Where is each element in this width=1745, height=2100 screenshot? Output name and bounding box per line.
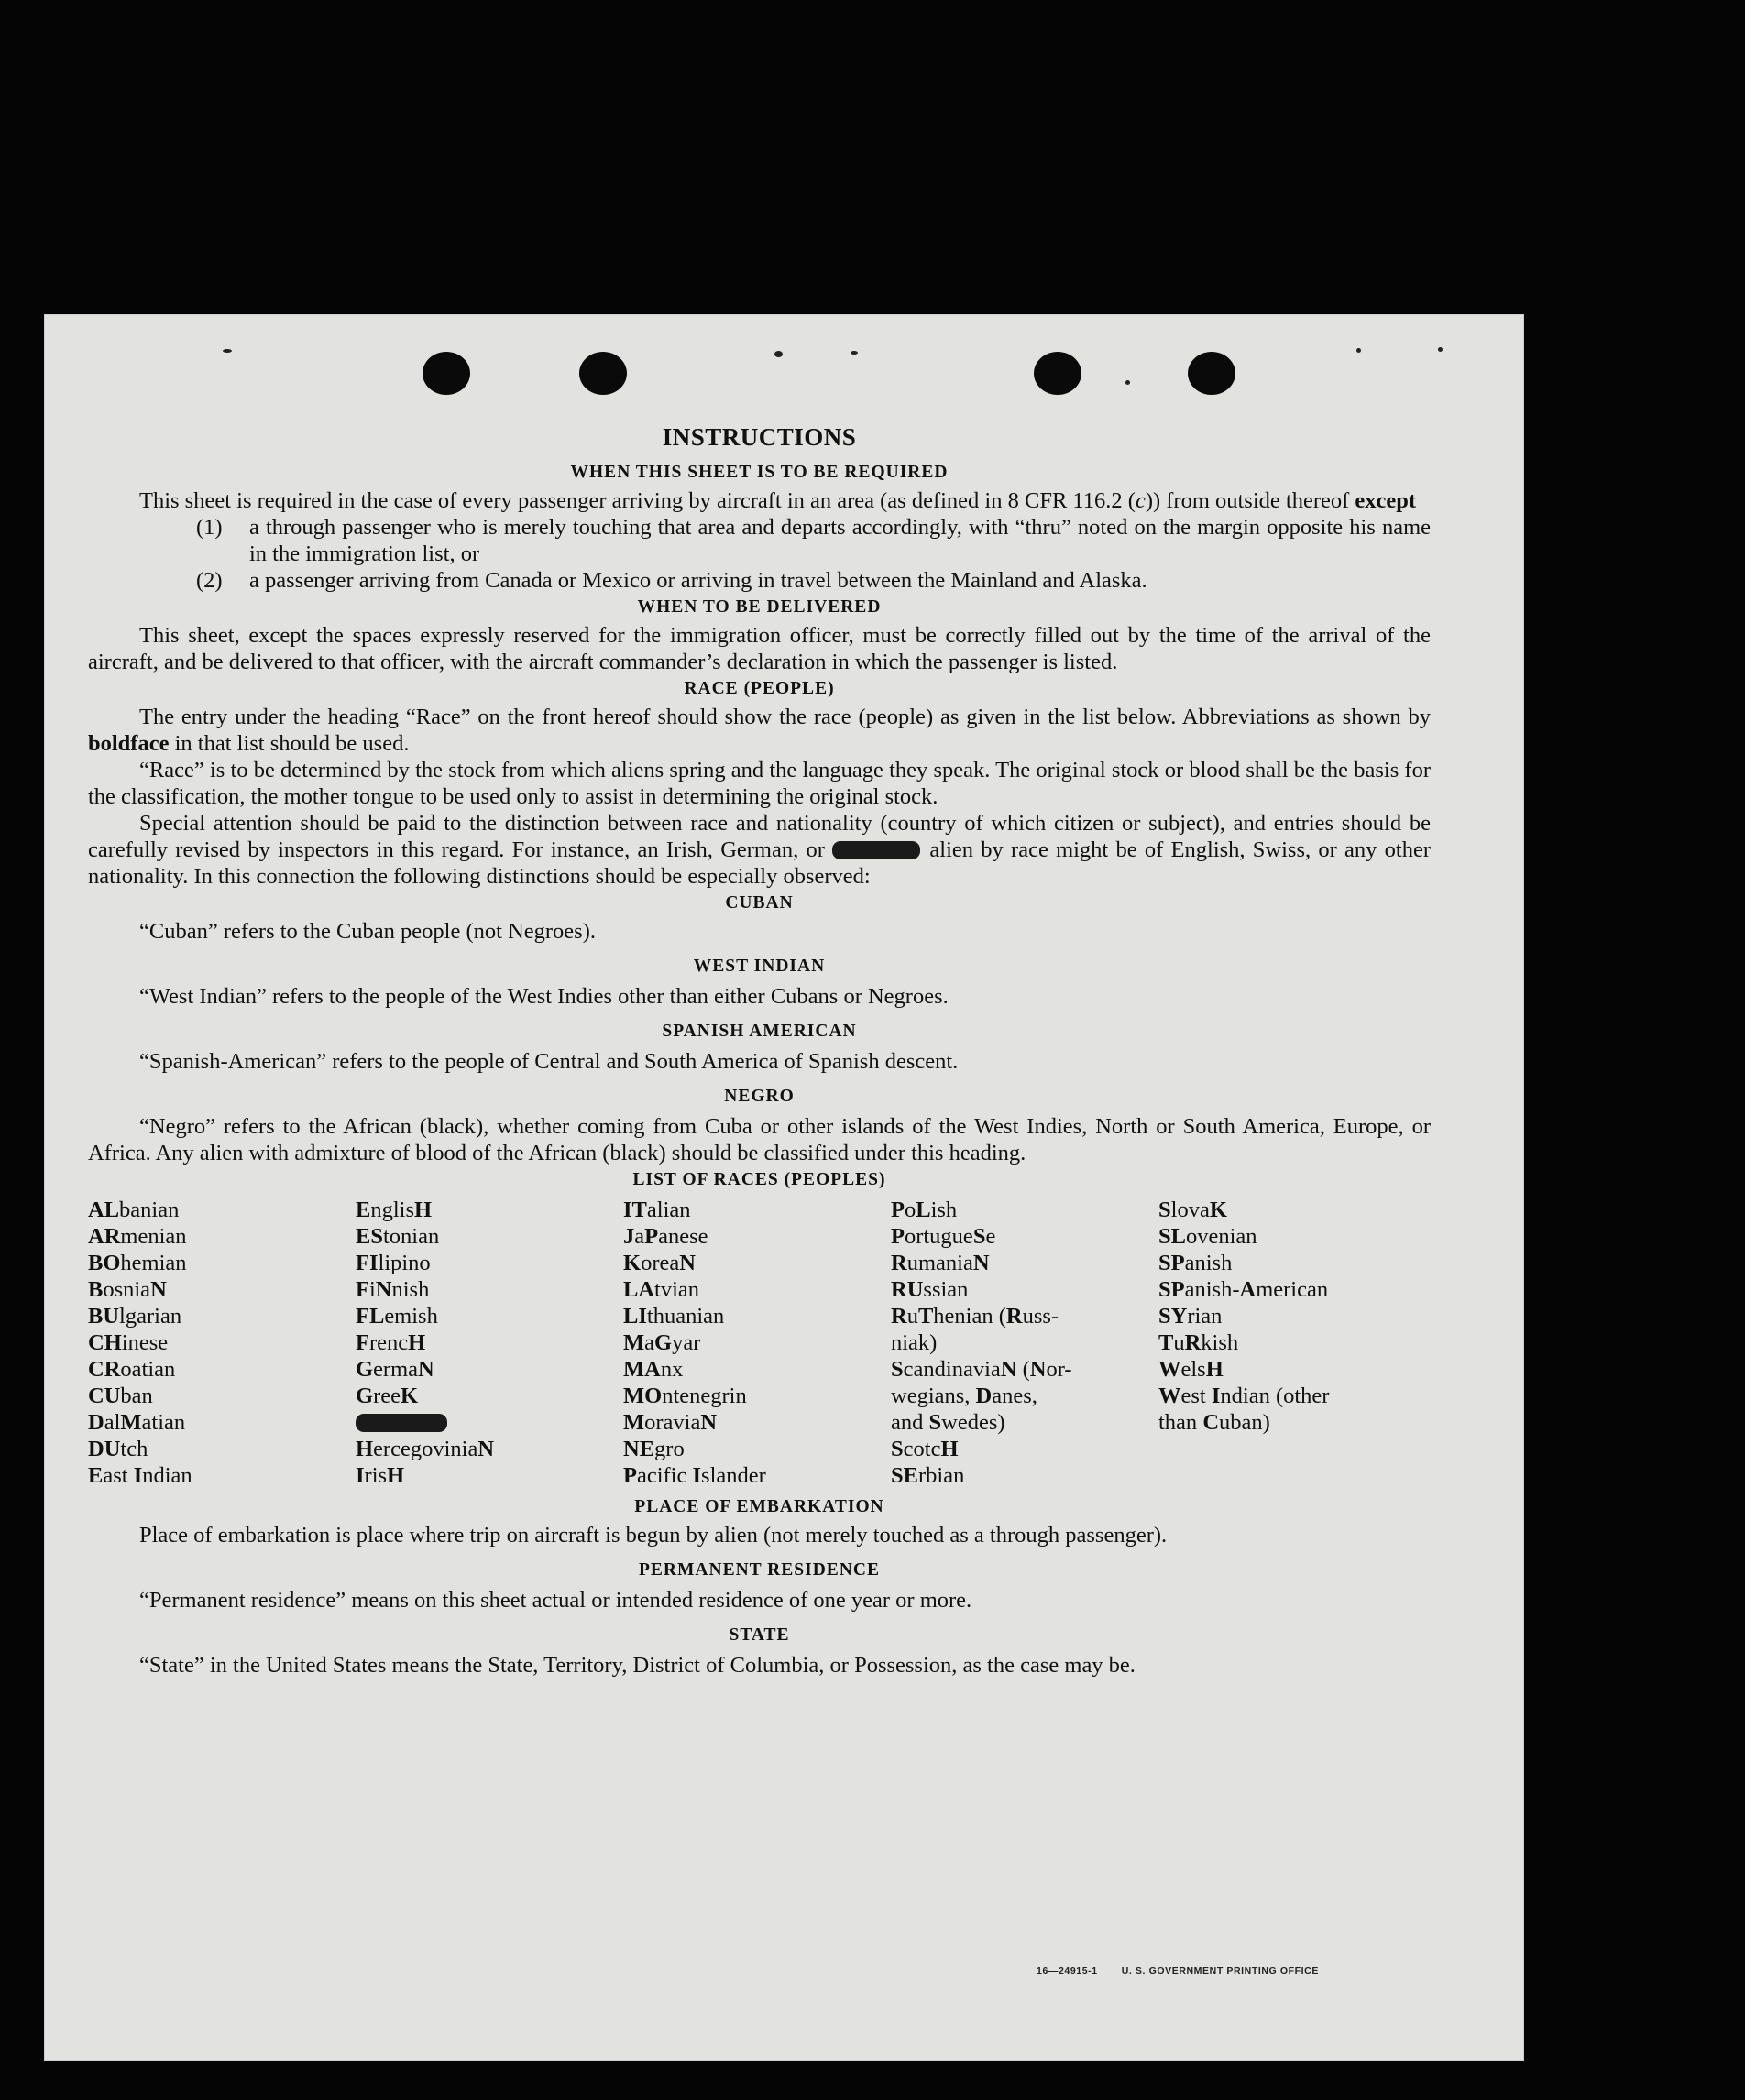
speck	[851, 351, 858, 355]
exception-number: (1)	[196, 515, 223, 540]
redaction-mark	[832, 841, 920, 859]
race-column	[88, 1197, 356, 1489]
race-item: ARmenian	[88, 1224, 187, 1249]
race-item: HercegoviniaN	[356, 1437, 495, 1461]
race-item: SYrian	[1158, 1304, 1223, 1329]
redaction-mark	[356, 1414, 447, 1432]
exception-text: a passenger arriving from Canada or Mexico or arriving in travel between the Mainland and Alaska.	[249, 568, 1147, 593]
race-item: MaGyar	[623, 1330, 701, 1355]
race-item: RUssian	[891, 1277, 969, 1302]
race-text: The entry under the heading “Race” on the front hereof should show the race (people) as given in the list below. Abbreviations as shown by	[139, 705, 1431, 729]
race-paragraph	[88, 810, 1431, 890]
race-item: EnglisH	[356, 1198, 433, 1222]
race-item: ITalian	[623, 1198, 691, 1222]
speck	[223, 349, 232, 353]
exception-number: (2)	[196, 568, 223, 593]
race-item: WelsH	[1158, 1357, 1224, 1382]
race-item: FiNnish	[356, 1277, 430, 1302]
section-heading-required: WHEN THIS SHEET IS TO BE REQUIRED	[570, 463, 949, 482]
race-item: CHinese	[88, 1330, 169, 1355]
race-paragraph	[88, 704, 1431, 757]
race-text: Special attention should be paid to the distinction between race and nationality (country of which citizen or subject), and entries should be carefully revised by inspectors in this regard. For instance, an Irish, German, or	[88, 811, 1431, 862]
spanish-american-text: “Spanish-American” refers to the people of Central and South America of Spanish descent.	[139, 1049, 959, 1074]
race-item: CUban	[88, 1384, 153, 1408]
race-column	[891, 1197, 1158, 1489]
race-item: SErbian	[891, 1463, 965, 1488]
required-intro-bold: except	[1355, 488, 1417, 513]
residence-text: “Permanent residence” means on this sheet actual or intended residence of one year or more.	[139, 1588, 972, 1613]
redaction-mark	[356, 1409, 623, 1436]
race-column	[1158, 1197, 1426, 1489]
race-item: BOhemian	[88, 1251, 187, 1275]
race-item: MOntenegrin	[623, 1384, 747, 1408]
exception-item	[196, 514, 1431, 567]
exception-item	[196, 567, 1431, 594]
section-heading-list: LIST OF RACES (PEOPLES)	[632, 1170, 886, 1189]
race-item: JaPanese	[623, 1224, 708, 1249]
instructions-content	[88, 424, 1431, 1679]
race-item: MAnx	[623, 1357, 684, 1382]
exception-text: a through passenger who is merely touching that area and departs accordingly, with “thru” noted on the margin opposite his name in the immigration list, or	[249, 515, 1431, 566]
race-item: EStonian	[356, 1224, 440, 1249]
race-item: KoreaN	[623, 1251, 696, 1275]
section-heading-delivered: WHEN TO BE DELIVERED	[637, 597, 882, 617]
punch-hole	[1034, 352, 1081, 395]
race-item: ScandinaviaN (Nor- wegians, Danes, and Swedes)	[891, 1357, 1072, 1435]
race-item: ALbanian	[88, 1198, 180, 1222]
punch-hole	[579, 352, 627, 395]
page-title: INSTRUCTIONS	[662, 423, 857, 451]
document-sheet	[44, 314, 1524, 2061]
required-intro-text: )) from outside thereof	[1145, 488, 1355, 513]
race-item: BUlgarian	[88, 1304, 182, 1329]
printer-name: U. S. GOVERNMENT PRINTING OFFICE	[1121, 1965, 1319, 1976]
state-text: “State” in the United States means the State, Territory, District of Columbia, or Possession, as the case may be.	[139, 1653, 1136, 1678]
race-item: DalMatian	[88, 1410, 186, 1435]
race-item: FLemish	[356, 1304, 438, 1329]
race-item: RuThenian (Russ- niak)	[891, 1304, 1059, 1355]
speck	[1125, 380, 1130, 385]
race-item: Pacific Islander	[623, 1463, 766, 1488]
section-heading-state: STATE	[729, 1625, 790, 1645]
section-heading-race: RACE (PEOPLE)	[684, 679, 835, 698]
section-heading-west-indian: WEST INDIAN	[693, 957, 826, 976]
section-heading-spanish-american: SPANISH AMERICAN	[662, 1022, 857, 1041]
delivered-text: This sheet, except the spaces expressly reserved for the immigration officer, must be correctly filled out by the time of the arrival of the aircraft, and be delivered to that officer, with the aircraft commander’s declaration in which the passenger is listed.	[88, 623, 1431, 674]
required-intro	[88, 487, 1431, 514]
race-item: RumaniaN	[891, 1251, 990, 1275]
race-item: FrencH	[356, 1330, 426, 1355]
race-item: SlovaK	[1158, 1198, 1227, 1222]
race-item: East Indian	[88, 1463, 192, 1488]
race-item: FIlipino	[356, 1251, 431, 1275]
punch-hole	[1188, 352, 1235, 395]
race-item: IrisH	[356, 1463, 405, 1488]
west-indian-text: “West Indian” refers to the people of the West Indies other than either Cubans or Negroes.	[139, 984, 949, 1009]
embarkation-text: Place of embarkation is place where trip on aircraft is begun by alien (not merely touched as a through passenger).	[139, 1523, 1168, 1548]
required-intro-italic: c	[1135, 488, 1146, 513]
race-item: LIthuanian	[623, 1304, 725, 1329]
race-item: SLovenian	[1158, 1224, 1257, 1249]
form-number: 16—24915-1	[1037, 1965, 1098, 1976]
races-list	[88, 1197, 1431, 1489]
race-item: SPanish-American	[1158, 1277, 1329, 1302]
race-item: MoraviaN	[623, 1410, 718, 1435]
required-intro-text: This sheet is required in the case of every passenger arriving by aircraft in an area (as defined in 8 CFR 116.2 (	[139, 488, 1136, 513]
race-item: DUtch	[88, 1437, 148, 1461]
race-item: West Indian (other than Cuban)	[1158, 1384, 1330, 1435]
race-bold: boldface	[88, 731, 170, 756]
speck	[1356, 348, 1361, 353]
race-item: PoLish	[891, 1198, 958, 1222]
race-item: SPanish	[1158, 1251, 1233, 1275]
race-item: TuRkish	[1158, 1330, 1239, 1355]
race-text: in that list should be used.	[169, 731, 410, 756]
race-column	[623, 1197, 891, 1489]
race-item: CRoatian	[88, 1357, 176, 1382]
printer-imprint	[1037, 1965, 1343, 1976]
race-item: LAtvian	[623, 1277, 700, 1302]
race-item: GermaN	[356, 1357, 434, 1382]
race-paragraph: “Race” is to be determined by the stock from which aliens spring and the language they speak. The original stock or blood shall be the basis for the classification, the mother tongue to be used only to assist in determining the original stock.	[88, 758, 1431, 809]
cuban-text: “Cuban” refers to the Cuban people (not Negroes).	[139, 919, 596, 944]
race-item: ScotcH	[891, 1437, 959, 1461]
speck	[774, 351, 783, 357]
race-column	[356, 1197, 623, 1489]
race-item: NEgro	[623, 1437, 685, 1461]
punch-hole	[423, 352, 470, 395]
section-heading-negro: NEGRO	[724, 1087, 795, 1106]
section-heading-cuban: CUBAN	[725, 893, 794, 913]
race-item: GreeK	[356, 1384, 419, 1408]
section-heading-residence: PERMANENT RESIDENCE	[639, 1560, 880, 1580]
race-text: alien by race might be of English, Swiss, or any other nationality. In this connection the following distinctions should be especially observed:	[88, 837, 1431, 889]
speck	[1438, 347, 1443, 352]
section-heading-embarkation: PLACE OF EMBARKATION	[634, 1497, 884, 1516]
race-item: BosniaN	[88, 1277, 167, 1302]
negro-text: “Negro” refers to the African (black), whether coming from Cuba or other islands of the West Indies, North or South America, Europe, or Africa. Any alien with admixture of blood of the African (black) should be classified under this heading.	[88, 1114, 1431, 1165]
race-item: PortugueSe	[891, 1224, 996, 1249]
